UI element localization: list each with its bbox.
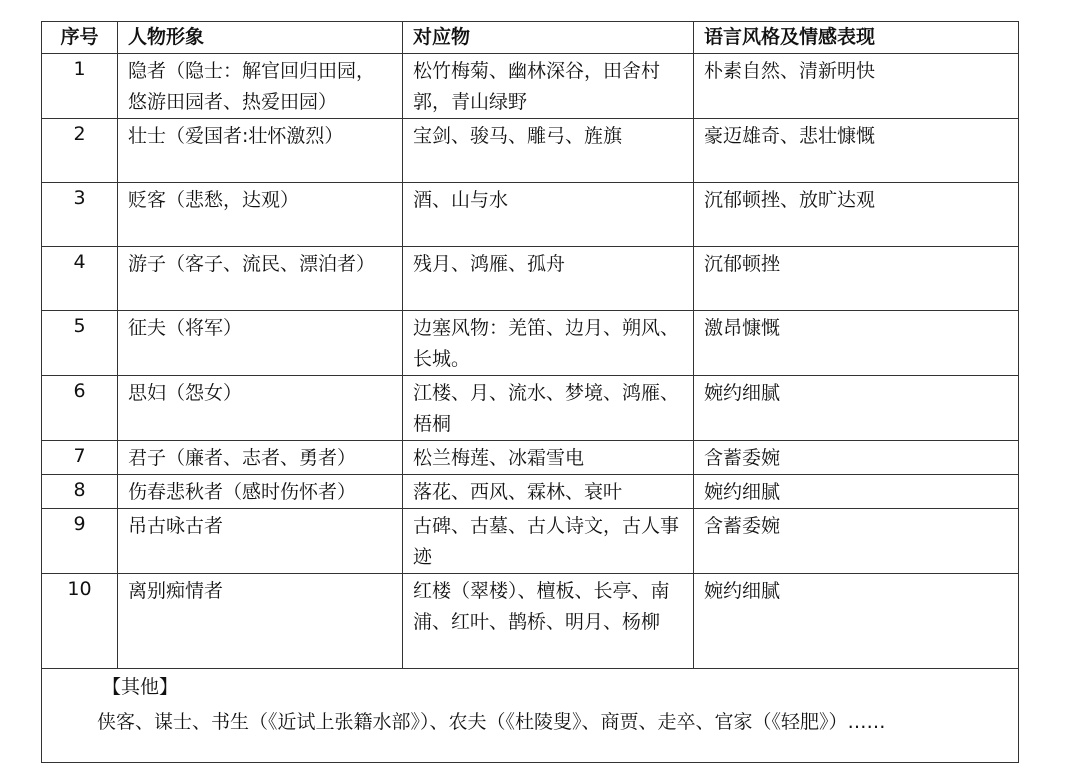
row-number: 8 — [42, 475, 118, 509]
row-style: 朴素自然、清新明快 — [694, 54, 1019, 119]
header-number: 序号 — [42, 22, 118, 54]
header-style: 语言风格及情感表现 — [694, 22, 1019, 54]
row-figure: 君子（廉者、志者、勇者） — [118, 441, 403, 475]
row-objects: 残月、鸿雁、孤舟 — [403, 247, 694, 311]
other-heading: 【其他】 — [102, 676, 179, 698]
header-figure: 人物形象 — [118, 22, 403, 54]
table-row — [42, 574, 1019, 669]
row-style: 含蓄委婉 — [694, 441, 1019, 475]
table-row — [42, 509, 1019, 574]
row-style: 沉郁顿挫 — [694, 247, 1019, 311]
row-number: 2 — [42, 119, 118, 183]
row-number: 7 — [42, 441, 118, 475]
row-style: 含蓄委婉 — [694, 509, 1019, 574]
row-objects: 落花、西风、霖林、衰叶 — [403, 475, 694, 509]
row-style: 沉郁顿挫、放旷达观 — [694, 183, 1019, 247]
row-figure: 伤春悲秋者（感时伤怀者） — [118, 475, 403, 509]
row-number: 6 — [42, 376, 118, 441]
table-row — [42, 247, 1019, 311]
row-figure: 壮士（爱国者:壮怀激烈） — [118, 119, 403, 183]
table-row — [42, 475, 1019, 509]
other-row — [42, 669, 1019, 763]
row-figure: 离别痴情者 — [118, 574, 403, 669]
row-style: 婉约细腻 — [694, 574, 1019, 669]
row-objects: 古碑、古墓、古人诗文，古人事迹 — [403, 509, 694, 574]
roles-table — [41, 21, 1019, 763]
row-style: 婉约细腻 — [694, 475, 1019, 509]
row-figure: 思妇（怨女） — [118, 376, 403, 441]
table-row — [42, 119, 1019, 183]
row-number: 4 — [42, 247, 118, 311]
other-content: 侠客、谋士、书生（《近试上张籍水部》）、农夫（《杜陵叟》、商贾、走卒、官家（《轻肥》）…… — [97, 711, 886, 733]
row-figure: 游子（客子、流民、漂泊者） — [118, 247, 403, 311]
row-number: 9 — [42, 509, 118, 574]
row-number: 3 — [42, 183, 118, 247]
other-cell — [42, 669, 1019, 763]
table-row — [42, 441, 1019, 475]
row-objects: 边塞风物：羌笛、边月、朔风、长城。 — [403, 311, 694, 376]
table-row — [42, 376, 1019, 441]
row-objects: 江楼、月、流水、梦境、鸿雁、梧桐 — [403, 376, 694, 441]
row-objects: 宝剑、骏马、雕弓、旌旗 — [403, 119, 694, 183]
table-row — [42, 311, 1019, 376]
row-number: 10 — [42, 574, 118, 669]
row-style: 豪迈雄奇、悲壮慷慨 — [694, 119, 1019, 183]
row-number: 5 — [42, 311, 118, 376]
row-objects: 松竹梅菊、幽林深谷，田舍村郭，青山绿野 — [403, 54, 694, 119]
row-figure: 征夫（将军） — [118, 311, 403, 376]
row-number: 1 — [42, 54, 118, 119]
table-row — [42, 183, 1019, 247]
row-objects: 红楼（翠楼）、檀板、长亭、南浦、红叶、鹊桥、明月、杨柳 — [403, 574, 694, 669]
row-figure: 吊古咏古者 — [118, 509, 403, 574]
row-objects: 松兰梅莲、冰霜雪电 — [403, 441, 694, 475]
row-style: 激昂慷慨 — [694, 311, 1019, 376]
row-figure: 贬客（悲愁，达观） — [118, 183, 403, 247]
row-objects: 酒、山与水 — [403, 183, 694, 247]
header-objects: 对应物 — [403, 22, 694, 54]
table-row — [42, 54, 1019, 119]
row-figure: 隐者（隐士：解官回归田园，悠游田园者、热爱田园） — [118, 54, 403, 119]
row-style: 婉约细腻 — [694, 376, 1019, 441]
header-row — [42, 22, 1019, 54]
